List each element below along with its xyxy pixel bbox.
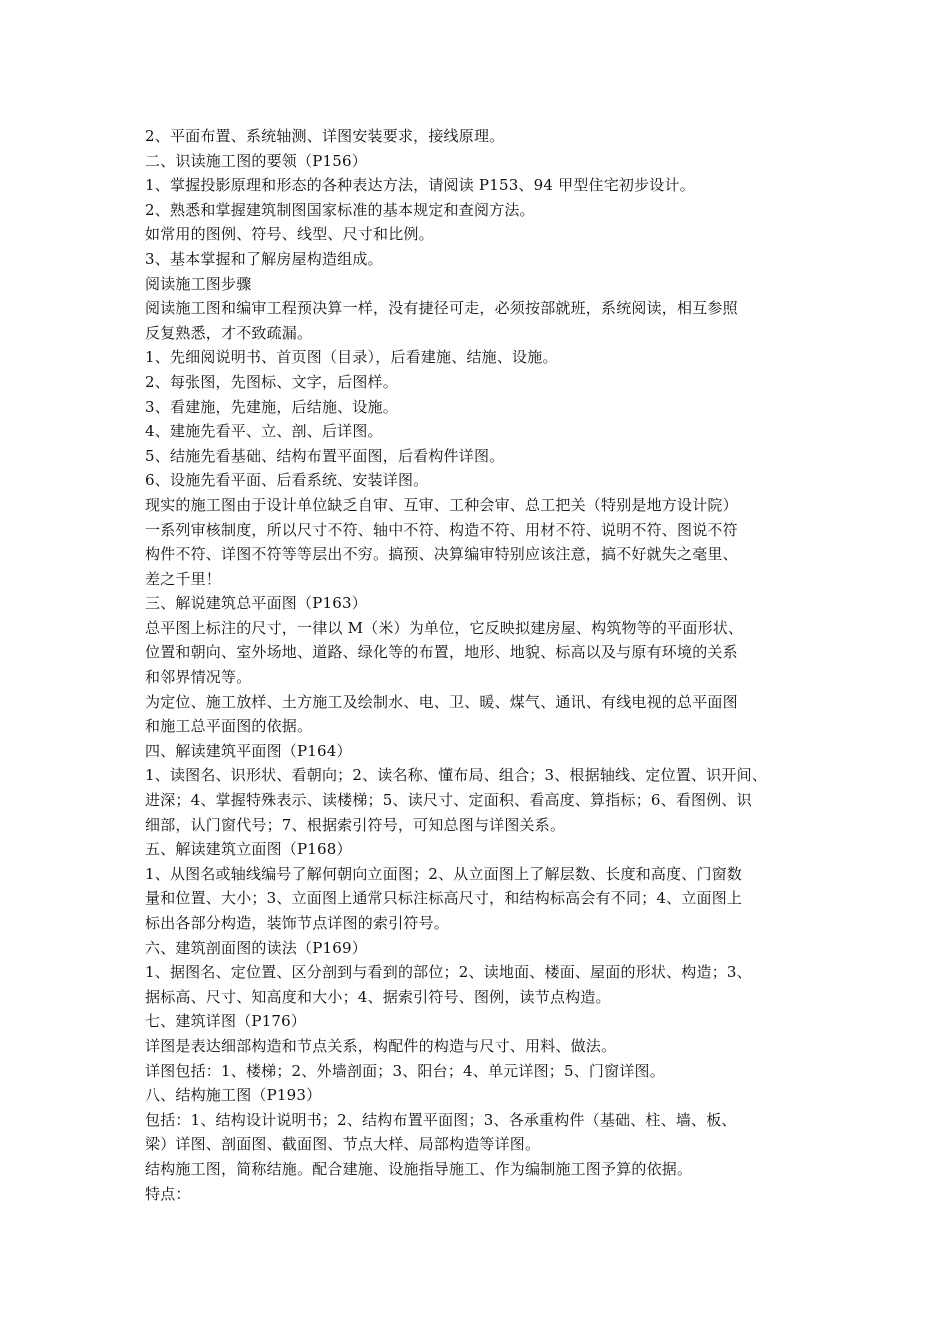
text-line: 和邻界情况等。	[145, 668, 252, 687]
text-line: 如常用的图例、符号、线型、尺寸和比例。	[145, 225, 434, 244]
text-line: 现实的施工图由于设计单位缺乏自审、互审、工种会审、总工把关（特别是地方设计院）	[145, 495, 738, 514]
text-line: 阅读施工图和编审工程预决算一样，没有捷径可走，必须按部就班，系统阅读，相互参照	[145, 299, 738, 318]
section-heading: 二、识读施工图的要领（P156）	[145, 151, 367, 170]
section-heading: 三、解说建筑总平面图（P163）	[145, 594, 367, 613]
section-heading: 阅读施工图步骤	[145, 274, 252, 293]
text-line: 2、每张图，先图标、文字，后图样。	[145, 372, 398, 391]
text-line: 详图包括：1、楼梯；2、外墙剖面；3、阳台；4、单元详图；5、门窗详图。	[145, 1061, 665, 1080]
text-line: 构件不符、详图不符等等层出不穷。搞预、决算编审特别应该注意，搞不好就失之毫里、	[145, 545, 738, 564]
text-line: 5、结施先看基础、结构布置平面图，后看构件详图。	[145, 446, 505, 465]
text-line: 差之千里！	[145, 569, 222, 588]
section-heading: 四、解读建筑平面图（P164）	[145, 741, 352, 760]
text-line: 梁）详图、剖面图、截面图、节点大样、局部构造等详图。	[145, 1135, 541, 1154]
text-line: 为定位、施工放样、土方施工及绘制水、电、卫、暖、煤气、通讯、有线电视的总平面图	[145, 692, 738, 711]
text-line: 详图是表达细部构造和节点关系，构配件的构造与尺寸、用料、做法。	[145, 1036, 617, 1055]
text-line: 3、看建施，先建施，后结施、设施。	[145, 397, 398, 416]
section-heading: 六、建筑剖面图的读法（P169）	[145, 938, 367, 957]
text-line: 总平图上标注的尺寸，一律以 M（米）为单位，它反映拟建房屋、构筑物等的平面形状、	[145, 618, 744, 637]
text-line: 特点：	[145, 1184, 191, 1203]
text-line: 位置和朝向、室外场地、道路、绿化等的布置，地形、地貌、标高以及与原有环境的关系	[145, 643, 738, 662]
document-page	[145, 124, 815, 1206]
text-line: 1、掌握投影原理和形态的各种表达方法，请阅读 P153、94 甲型住宅初步设计。	[145, 176, 695, 195]
section-heading: 八、结构施工图（P193）	[145, 1086, 322, 1105]
text-line: 1、据图名、定位置、区分剖到与看到的部位；2、读地面、楼面、屋面的形状、构造；3、	[145, 963, 752, 982]
text-line: 2、平面布置、系统轴测、详图安装要求，接线原理。	[145, 127, 505, 145]
text-line: 1、读图名、识形状、看朝向；2、读名称、懂布局、组合；3、根据轴线、定位置、识开间、	[145, 766, 768, 785]
text-line: 4、建施先看平、立、剖、后详图。	[145, 422, 383, 441]
text-line: 细部，认门窗代号；7、根据索引符号，可知总图与详图关系。	[145, 815, 566, 834]
text-line: 6、设施先看平面、后看系统、安装详图。	[145, 471, 429, 490]
text-line: 标出各部分构造，装饰节点详图的索引符号。	[145, 914, 450, 932]
text-line: 一系列审核制度，所以尺寸不符、轴中不符、构造不符、用材不符、说明不符、图说不符	[145, 520, 738, 539]
text-line: 结构施工图，简称结施。配合建施、设施指导施工、作为编制施工图予算的依据。	[145, 1159, 693, 1178]
text-line: 1、从图名或轴线编号了解何朝向立面图；2、从立面图上了解层数、长度和高度、门窗数	[145, 864, 743, 883]
section-heading: 七、建筑详图（P176）	[145, 1012, 307, 1031]
text-line: 反复熟悉，才不致疏漏。	[145, 323, 313, 342]
text-line: 和施工总平面图的依据。	[145, 717, 313, 736]
text-line: 包括：1、结构设计说明书；2、结构布置平面图；3、各承重构件（基础、柱、墙、板、	[145, 1110, 737, 1129]
text-line: 量和位置、大小；3、立面图上通常只标注标高尺寸，和结构标高会有不同；4、立面图上	[145, 889, 743, 908]
text-line: 据标高、尺寸、知高度和大小；4、据索引符号、图例，读节点构造。	[145, 987, 611, 1006]
text-line: 3、基本掌握和了解房屋构造组成。	[145, 249, 383, 268]
text-line: 2、熟悉和掌握建筑制图国家标准的基本规定和查阅方法。	[145, 200, 535, 219]
section-heading: 五、解读建筑立面图（P168）	[145, 840, 352, 859]
text-line: 1、先细阅说明书、首页图（目录），后看建施、结施、设施。	[145, 348, 558, 367]
text-line: 进深；4、掌握特殊表示、读楼梯；5、读尺寸、定面积、看高度、算指标；6、看图例、识	[145, 791, 752, 810]
